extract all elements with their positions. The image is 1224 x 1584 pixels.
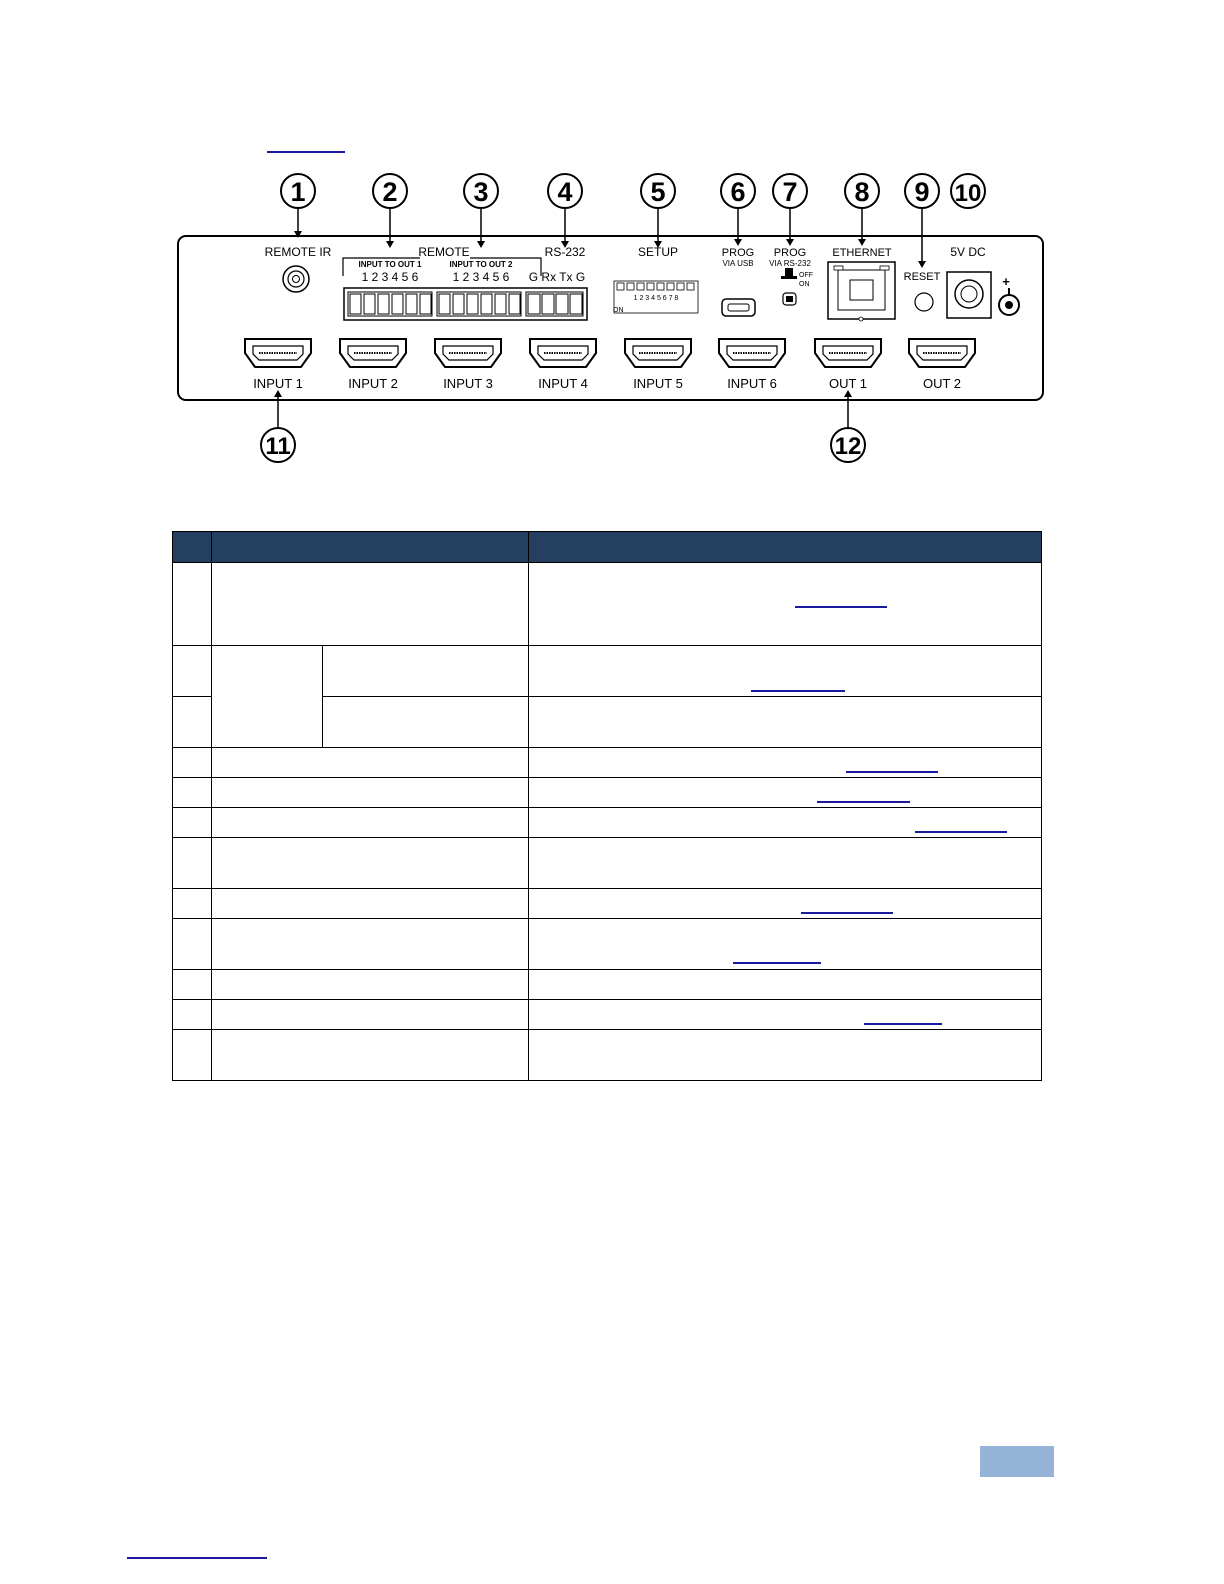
- svg-text:6: 6: [730, 177, 746, 207]
- table-row: [173, 838, 1042, 889]
- reset-button-shape: [915, 293, 933, 311]
- table-link[interactable]: [801, 912, 893, 914]
- via-rs232-label: VIA RS-232: [769, 259, 811, 268]
- hdmi-port-label: INPUT 3: [443, 376, 493, 391]
- svg-text:8: 8: [854, 177, 870, 207]
- hdmi-port-1: [245, 339, 311, 391]
- rs232-pins-label: G Rx Tx G: [528, 270, 586, 284]
- dc-power-jack: [947, 272, 991, 318]
- table-link[interactable]: [751, 690, 845, 692]
- table-row: [173, 808, 1042, 838]
- hdmi-port-3: [435, 339, 501, 391]
- svg-text:4: 4: [557, 177, 573, 207]
- table-link[interactable]: [864, 1023, 942, 1025]
- hdmi-port-label: INPUT 1: [253, 376, 303, 391]
- hdmi-port-4: [530, 339, 596, 391]
- svg-text:9: 9: [914, 177, 930, 207]
- header-function-cell: [529, 532, 1042, 563]
- on-label: ON: [799, 281, 810, 288]
- svg-text:5: 5: [650, 177, 666, 207]
- remote-numbers-2: 1 2 3 4 5 6: [452, 270, 510, 284]
- hdmi-port-label: OUT 2: [922, 376, 962, 391]
- callout-10: [951, 174, 985, 208]
- svg-text:12: 12: [834, 433, 862, 460]
- input-to-out1-label: INPUT TO OUT 1: [358, 260, 422, 269]
- hdmi-port-label: INPUT 5: [633, 376, 683, 391]
- prog-usb-label: PROG: [721, 247, 755, 259]
- svg-text:1: 1: [290, 177, 306, 207]
- svg-text:2: 2: [382, 177, 398, 207]
- spec-table: [172, 531, 1042, 1081]
- hdmi-port-5: [625, 339, 691, 391]
- usb-port: [722, 299, 755, 316]
- callout-1: [281, 174, 315, 238]
- svg-text:10: 10: [954, 180, 982, 207]
- hdmi-port-6: [719, 339, 785, 391]
- rs232-label: RS-232: [544, 245, 586, 259]
- prog-rs232-label: PROG: [773, 247, 807, 259]
- ethernet-port: [828, 262, 895, 321]
- hdmi-port-label: INPUT 6: [727, 376, 777, 391]
- reset-label: RESET: [903, 271, 941, 283]
- footer-link[interactable]: [127, 1557, 267, 1559]
- ethernet-label: ETHERNET: [832, 247, 892, 259]
- input-to-out2-label: INPUT TO OUT 2: [449, 260, 513, 269]
- table-row: [173, 748, 1042, 778]
- table-link[interactable]: [795, 606, 887, 608]
- setup-numbers: 1 2 3 4 5 6 7 8: [633, 295, 679, 302]
- dc-label: 5V DC: [950, 245, 986, 259]
- table-link[interactable]: [846, 771, 938, 773]
- table-row: [173, 1000, 1042, 1030]
- table-row: [173, 919, 1042, 970]
- table-row: [173, 970, 1042, 1000]
- hdmi-port-label: INPUT 4: [538, 376, 588, 391]
- plus-label: +: [1002, 274, 1010, 289]
- remote-ir-label: REMOTE IR: [264, 245, 332, 259]
- remote-ir-jack: [283, 266, 309, 292]
- setup-on-label: ON: [613, 307, 624, 314]
- hdmi-port-label: OUT 1: [828, 376, 868, 391]
- svg-text:7: 7: [782, 177, 798, 207]
- off-label: OFF: [799, 272, 813, 279]
- table-link[interactable]: [817, 801, 910, 803]
- header-feature-cell: [212, 532, 529, 563]
- panel-body: [178, 236, 1043, 400]
- svg-text:11: 11: [265, 433, 291, 460]
- remote-label: REMOTE: [418, 245, 470, 259]
- table-row: [173, 563, 1042, 646]
- rear-panel-figure: [0, 0, 1224, 520]
- hdmi-port-2: [340, 339, 406, 391]
- table-link[interactable]: [733, 962, 821, 964]
- table-row: [173, 1030, 1042, 1081]
- remote-numbers-1: 1 2 3 4 5 6: [361, 270, 419, 284]
- svg-text:3: 3: [473, 177, 489, 207]
- header-number-cell: [173, 532, 212, 563]
- table-row: [173, 646, 1042, 697]
- table-row: [173, 889, 1042, 919]
- table-header-row: [173, 532, 1042, 563]
- via-usb-label: VIA USB: [722, 259, 754, 268]
- remote-terminals: [348, 292, 583, 316]
- table-link[interactable]: [915, 831, 1007, 833]
- setup-label: SETUP: [637, 245, 679, 259]
- page-number-badge: [980, 1446, 1054, 1477]
- hdmi-port-label: INPUT 2: [348, 376, 398, 391]
- table-row: [173, 778, 1042, 808]
